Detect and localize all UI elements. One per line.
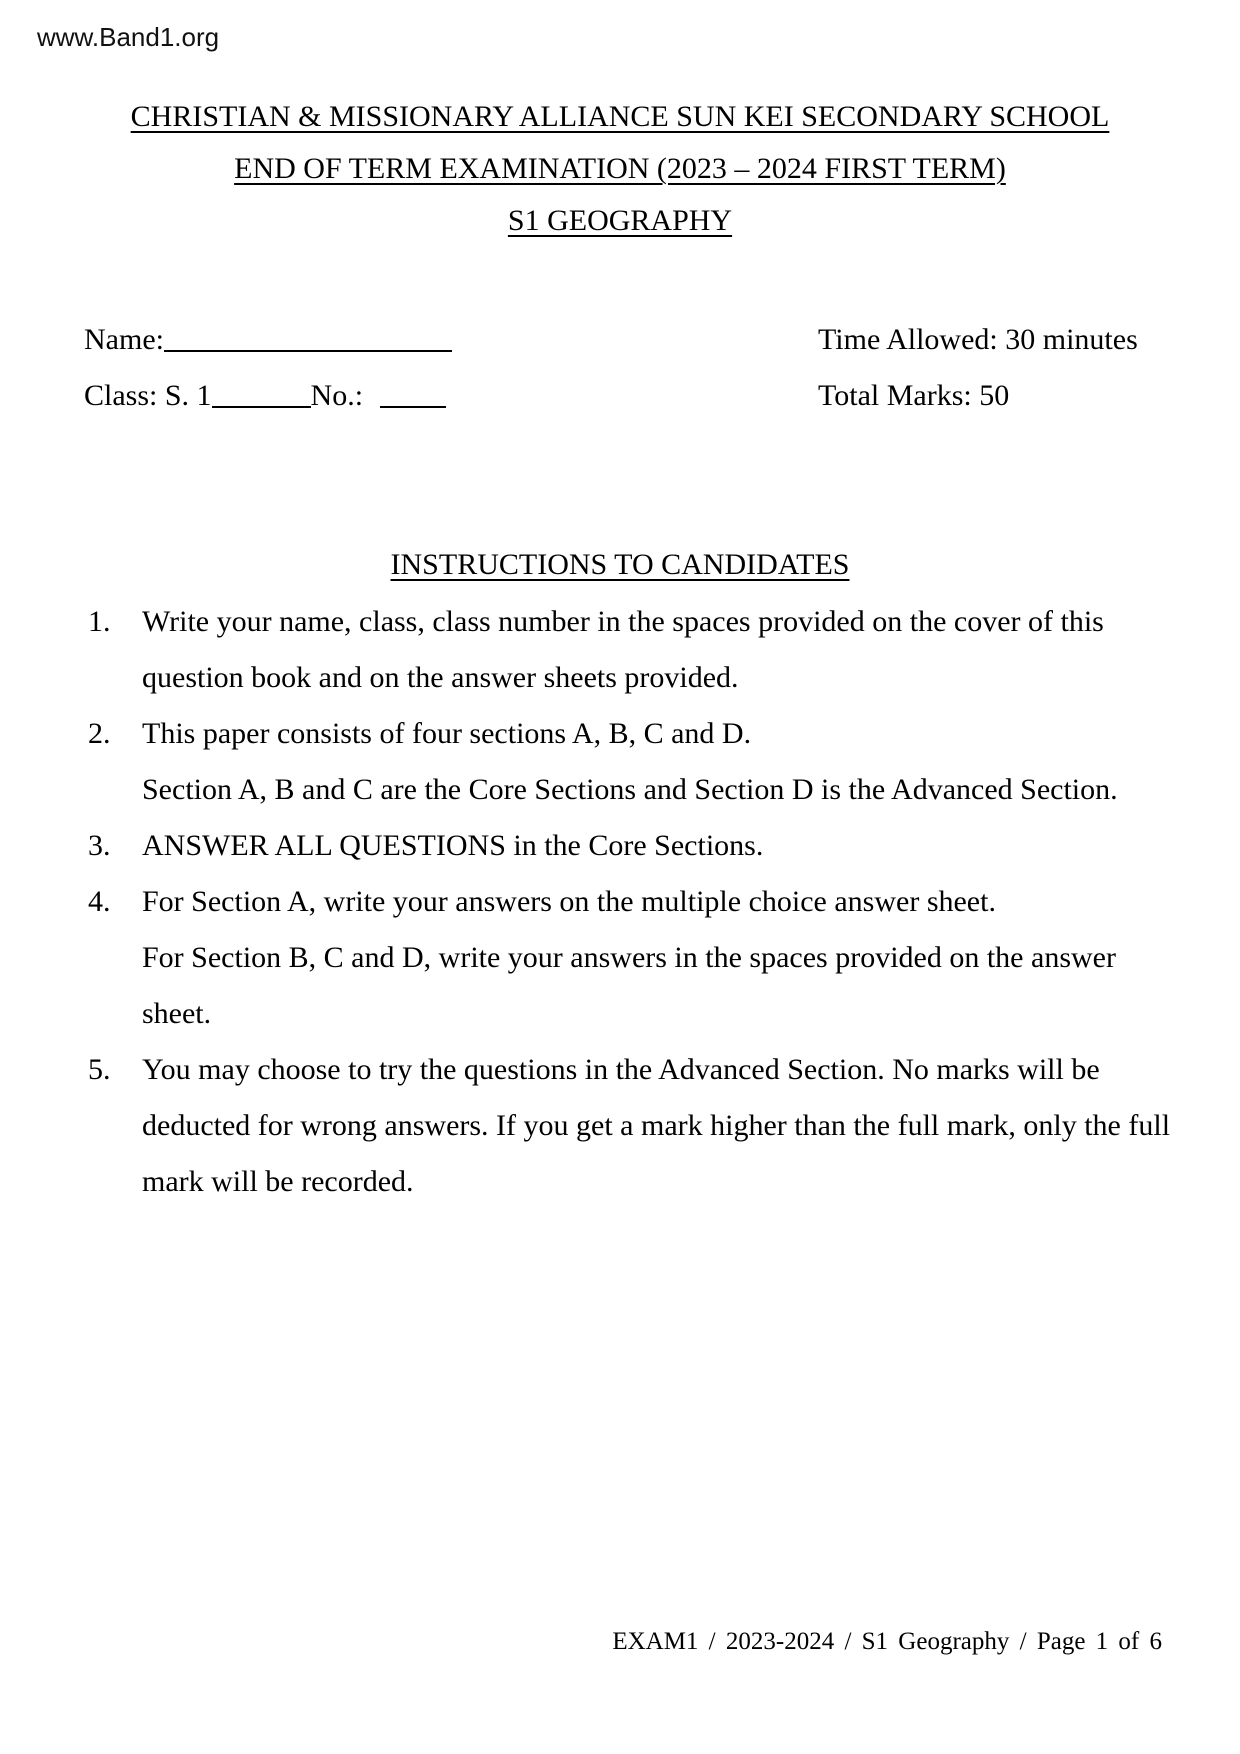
instruction-text: sheet. bbox=[142, 997, 212, 1030]
instruction-number: 3. bbox=[88, 829, 111, 862]
instruction-text: For Section B, C and D, write your answers in the spaces provided on the answer bbox=[142, 941, 1116, 974]
total-marks-label: Total Marks: 50 bbox=[818, 379, 1010, 412]
class-number-label: No.: bbox=[310, 379, 364, 412]
subject-title: S1 GEOGRAPHY bbox=[507, 204, 733, 237]
instruction-item-5-line-2 bbox=[88, 1098, 1171, 1154]
instruction-item-4-line-2 bbox=[88, 930, 1168, 986]
name-blank-line bbox=[164, 346, 452, 352]
instruction-number: 5. bbox=[88, 1053, 111, 1086]
instruction-text: deducted for wrong answers. If you get a mark higher than the full mark, only the full bbox=[142, 1109, 1171, 1142]
school-name: CHRISTIAN & MISSIONARY ALLIANCE SUN KEI SECONDARY SCHOOL bbox=[130, 100, 1110, 133]
instruction-text: Section A, B and C are the Core Sections and Section D is the Advanced Section. bbox=[142, 773, 1118, 806]
instruction-item-1-line-1 bbox=[88, 594, 1168, 650]
instruction-item-3-line-1 bbox=[88, 818, 1168, 874]
instructions-list bbox=[88, 594, 1171, 1210]
instruction-text: ANSWER ALL QUESTIONS in the Core Sections. bbox=[142, 829, 764, 862]
instruction-text: Write your name, class, class number in the spaces provided on the cover of this bbox=[142, 605, 1104, 638]
instruction-item-1-line-2 bbox=[88, 650, 1168, 706]
time-allowed-row bbox=[818, 312, 1138, 368]
instruction-item-4-line-3 bbox=[88, 986, 1168, 1042]
instruction-text: You may choose to try the questions in the Advanced Section. No marks will be bbox=[142, 1053, 1100, 1086]
instruction-number: 2. bbox=[88, 717, 111, 750]
class-blank-line bbox=[212, 402, 311, 408]
instruction-item-5-line-1 bbox=[88, 1042, 1168, 1098]
name-label: Name: bbox=[84, 323, 164, 356]
instruction-text: question book and on the answer sheets provided. bbox=[142, 661, 739, 694]
page-footer: EXAM1 / 2023-2024 / S1 Geography / Page 1 of 6 bbox=[612, 1628, 1162, 1655]
instruction-number: 1. bbox=[88, 605, 111, 638]
instruction-item-5-line-3 bbox=[88, 1154, 1168, 1210]
class-number-blank-line bbox=[380, 402, 446, 408]
class-label: Class: S. 1 bbox=[84, 379, 212, 412]
exam-title: END OF TERM EXAMINATION (2023 – 2024 FIRST TERM) bbox=[234, 152, 1006, 185]
instruction-number: 4. bbox=[88, 885, 111, 918]
instruction-item-4-line-1 bbox=[88, 874, 1168, 930]
website-watermark: www.Band1.org bbox=[37, 22, 220, 52]
instruction-text: This paper consists of four sections A, B, C and D. bbox=[142, 717, 752, 750]
instruction-item-2-line-1 bbox=[88, 706, 1168, 762]
instruction-item-2-line-2 bbox=[88, 762, 1168, 818]
instructions-heading-row bbox=[0, 537, 1240, 593]
instruction-text: For Section A, write your answers on the multiple choice answer sheet. bbox=[142, 885, 996, 918]
time-allowed-label: Time Allowed: 30 minutes bbox=[818, 323, 1138, 356]
instruction-text: mark will be recorded. bbox=[142, 1165, 414, 1198]
exam-header bbox=[0, 91, 1240, 247]
class-row bbox=[84, 368, 446, 424]
instructions-heading: INSTRUCTIONS TO CANDIDATES bbox=[390, 548, 850, 581]
name-row bbox=[84, 312, 452, 368]
total-marks-row bbox=[818, 368, 1009, 424]
